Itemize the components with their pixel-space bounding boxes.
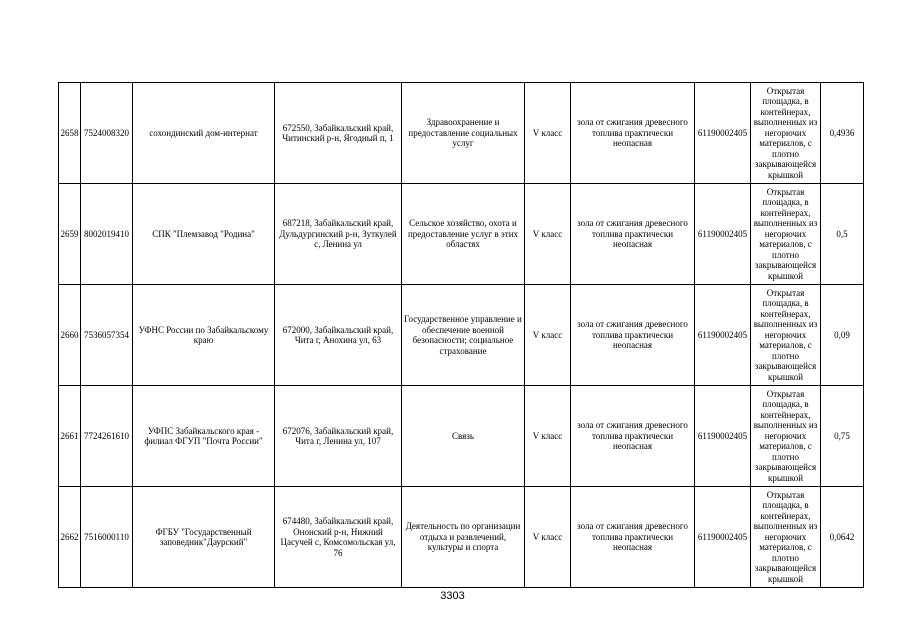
inn-cell: 7536057354 — [81, 285, 133, 386]
storage-method-cell: Открытая площадка, в контейнерах, выполненных из негорючих материалов, с плотно закрывающейся крышкой — [751, 487, 821, 588]
address-cell: 672000, Забайкальский край, Чита г, Анохина ул, 63 — [275, 285, 402, 386]
inn-cell: 8002019410 — [81, 184, 133, 285]
waste-code-cell: 61190002405 — [695, 386, 751, 487]
organization-cell: СПК "Племзавод "Родина" — [133, 184, 275, 285]
activity-cell: Государственное управление и обеспечение военной безопасности; социальное страхование — [402, 285, 525, 386]
address-cell: 672076, Забайкальский край, Чита г, Ленина ул, 107 — [275, 386, 402, 487]
hazard-class-cell: V класс — [525, 386, 571, 487]
storage-method-cell: Открытая площадка, в контейнерах, выполненных из негорючих материалов, с плотно закрывающейся крышкой — [751, 285, 821, 386]
address-cell: 674480, Забайкальский край, Ононский р-н, Нижний Цасучей с, Комсомольская ул, 76 — [275, 487, 402, 588]
page-number: 3303 — [440, 590, 465, 602]
organization-cell: УФПС Забайкальского края - филиал ФГУП "Почта России" — [133, 386, 275, 487]
amount-cell: 0,0642 — [821, 487, 864, 588]
organization-cell: УФНС России по Забайкальскому краю — [133, 285, 275, 386]
activity-cell: Здравоохранение и предоставление социальных услуг — [402, 83, 525, 184]
hazard-class-cell: V класс — [525, 184, 571, 285]
table-row — [59, 487, 864, 588]
amount-cell: 0,5 — [821, 184, 864, 285]
waste-type-cell: зола от сжигания древесного топлива практически неопасная — [571, 285, 695, 386]
table-row — [59, 184, 864, 285]
table-row — [59, 285, 864, 386]
row-number: 2658 — [59, 83, 81, 184]
inn-cell: 7516000110 — [81, 487, 133, 588]
waste-register-table — [58, 82, 864, 588]
waste-code-cell: 61190002405 — [695, 285, 751, 386]
row-number: 2660 — [59, 285, 81, 386]
waste-code-cell: 61190002405 — [695, 487, 751, 588]
amount-cell: 0,4936 — [821, 83, 864, 184]
hazard-class-cell: V класс — [525, 285, 571, 386]
hazard-class-cell: V класс — [525, 83, 571, 184]
storage-method-cell: Открытая площадка, в контейнерах, выполненных из негорючих материалов, с плотно закрывающейся крышкой — [751, 386, 821, 487]
activity-cell: Сельское хозяйство, охота и предоставление услуг в этих областях — [402, 184, 525, 285]
waste-type-cell: зола от сжигания древесного топлива практически неопасная — [571, 487, 695, 588]
organization-cell: ФГБУ "Государственный заповедник"Даурский" — [133, 487, 275, 588]
activity-cell: Связь — [402, 386, 525, 487]
activity-cell: Деятельность по организации отдыха и развлечений, культуры и спорта — [402, 487, 525, 588]
waste-code-cell: 61190002405 — [695, 83, 751, 184]
address-cell: 672550, Забайкальский край, Читинский р-н, Ягодный п, 1 — [275, 83, 402, 184]
waste-type-cell: зола от сжигания древесного топлива практически неопасная — [571, 83, 695, 184]
table-row — [59, 386, 864, 487]
inn-cell: 7524008320 — [81, 83, 133, 184]
table-row — [59, 83, 864, 184]
amount-cell: 0,09 — [821, 285, 864, 386]
waste-code-cell: 61190002405 — [695, 184, 751, 285]
waste-type-cell: зола от сжигания древесного топлива практически неопасная — [571, 184, 695, 285]
waste-type-cell: зола от сжигания древесного топлива практически неопасная — [571, 386, 695, 487]
storage-method-cell: Открытая площадка, в контейнерах, выполненных из негорючих материалов, с плотно закрывающейся крышкой — [751, 184, 821, 285]
row-number: 2659 — [59, 184, 81, 285]
inn-cell: 7724261610 — [81, 386, 133, 487]
hazard-class-cell: V класс — [525, 487, 571, 588]
storage-method-cell: Открытая площадка, в контейнерах, выполненных из негорючих материалов, с плотно закрывающейся крышкой — [751, 83, 821, 184]
amount-cell: 0,75 — [821, 386, 864, 487]
row-number: 2662 — [59, 487, 81, 588]
row-number: 2661 — [59, 386, 81, 487]
address-cell: 687218, Забайкальский край, Дульдургинский р-н, Зуткулей с, Ленина ул — [275, 184, 402, 285]
organization-cell: сохондинский дом-интернат — [133, 83, 275, 184]
